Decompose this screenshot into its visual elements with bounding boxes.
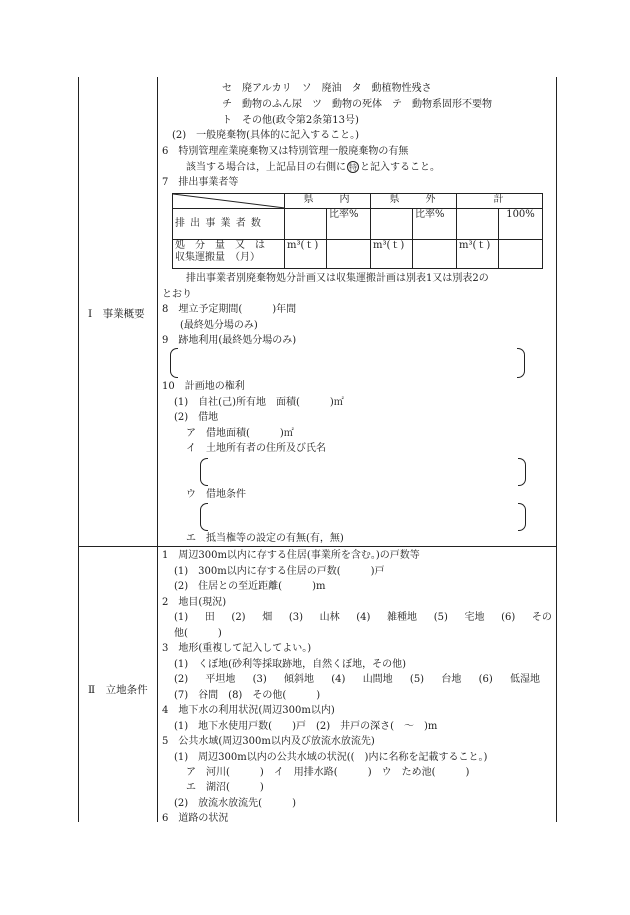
own-land: (1) 自社(己)所有地 面積( )㎡	[174, 397, 344, 408]
lease: (2) 借地	[174, 412, 219, 423]
s2-item-5: 5 公共水域(周辺300m以内及び放流水放流先)	[162, 736, 375, 747]
column-divider	[157, 77, 158, 822]
cell-in-count	[285, 209, 327, 240]
cell-in-ratio: 比率%	[327, 209, 371, 240]
terrain-5-num: (5)	[409, 674, 425, 685]
lease-area: ア 借地面積( )㎡	[186, 428, 294, 439]
s2-item-6: 6 道路の状況	[162, 813, 229, 824]
owner-bracket-right	[518, 458, 526, 486]
land-cat-3-num: (3)	[288, 612, 304, 623]
land-cat-5-num: (5)	[433, 612, 448, 623]
row-emitter-count: 排 出 事 業 者 数	[173, 209, 285, 240]
cell-total-count	[457, 209, 499, 240]
item-7: 7 排出事業者等	[162, 177, 239, 188]
cell-in-blank	[327, 240, 371, 269]
waste-row-1: セ 廃アルカリ ソ 廃油 タ 動植物性残さ	[222, 83, 432, 94]
public-water-1b: エ 湖沼( )	[186, 782, 264, 793]
plan-note-b: とおり	[162, 289, 192, 300]
terrain-row-2	[174, 674, 540, 686]
terrain-4-num: (4)	[331, 674, 346, 685]
cell-out-blank	[413, 240, 457, 269]
terrain-2: 平坦地	[205, 674, 236, 685]
land-cat-5: 宅地	[464, 612, 485, 623]
item-10: 10 計画地の権利	[162, 381, 245, 392]
item-6-note	[186, 161, 440, 174]
s2-item-1-1: (1) 300m以内に存する住居の戸数( )戸	[174, 566, 385, 577]
conditions-bracket-right	[518, 503, 526, 531]
cell-out-ratio: 比率%	[413, 209, 457, 240]
mortgage: エ 抵当権等の設定の有無(有，無)	[186, 533, 344, 544]
land-category-row	[174, 612, 552, 624]
item-6: 6 特別管理産業廃棄物又は特別管理一般廃棄物の有無	[162, 146, 409, 157]
owner-bracket-left	[200, 458, 208, 486]
section-divider	[78, 546, 557, 547]
land-cat-6: その	[531, 612, 552, 623]
terrain-4: 山間地	[362, 674, 393, 685]
conditions-bracket-left	[200, 503, 208, 531]
land-cat-3: 山林	[319, 612, 340, 623]
row-disposal-label-a: 処 分 量 又 は	[175, 240, 265, 251]
col-prefecture-in: 県 内	[285, 194, 371, 209]
row-disposal-label-b: 収集運搬量 （月）	[175, 252, 260, 263]
item-6-note-b: と記入すること。	[360, 162, 440, 173]
terrain-3: 傾斜地	[284, 674, 315, 685]
land-cat-1-num: (1)	[174, 612, 189, 623]
land-cat-2: 畑	[262, 612, 273, 623]
row-disposal-amount	[173, 240, 285, 269]
waste-row-3: ト その他(政令第2条第13号)	[222, 115, 359, 126]
item-8: 8 埋立予定期間( )年間	[162, 304, 297, 315]
terrain-6-num: (6)	[478, 674, 493, 685]
item-6-note-a: 該当する場合は，上記品目の右側に	[186, 162, 346, 173]
item-8-note: (最終処分場のみ)	[180, 320, 258, 331]
cell-total-ratio: 100%	[499, 209, 543, 240]
s2-item-2: 2 地目(現況)	[162, 597, 227, 608]
cell-total-amount: m³(ｔ)	[457, 240, 499, 269]
terrain-3-num: (3)	[252, 674, 267, 685]
land-owner: イ 土地所有者の住所及び氏名	[186, 443, 326, 454]
public-water-2: (2) 放流水放流先( )	[174, 798, 296, 809]
land-cat-2-num: (2)	[231, 612, 246, 623]
public-water-1a: ア 河川( ) イ 用排水路( ) ウ ため池( )	[186, 767, 470, 778]
table-corner	[173, 194, 285, 209]
item-9: 9 跡地利用(最終処分場のみ)	[162, 335, 297, 346]
terrain-3-row: (7) 谷間 (8) その他( )	[174, 690, 321, 701]
s2-item-3: 3 地形(重複して記入してよい。)	[162, 643, 312, 654]
col-total: 計	[457, 194, 543, 209]
cell-out-count	[371, 209, 413, 240]
land-cat-4-num: (4)	[356, 612, 371, 623]
emitter-table	[172, 193, 543, 269]
plan-note-a: 排出事業者別廃棄物処分計画又は収集運搬計画は別表1又は別表2の	[186, 273, 489, 284]
special-mark-circle: 特	[349, 163, 357, 172]
cell-out-amount: m³(ｔ)	[371, 240, 413, 269]
right-border	[556, 77, 557, 822]
s2-item-1: 1 周辺300m以内に存する住居(事業所を含む。)の戸数等	[162, 550, 420, 561]
general-waste: (2) 一般廃棄物(具体的に記入すること。)	[172, 130, 359, 141]
land-cat-4: 雑種地	[387, 612, 418, 623]
land-cat-1: 田	[204, 612, 215, 623]
terrain-5: 台地	[441, 674, 462, 685]
public-water-1: (1) 周辺300m以内の公共水域の状況(( )内に名称を記載すること。)	[174, 752, 488, 763]
s2-item-4: 4 地下水の利用状況(周辺300m以内)	[162, 705, 335, 716]
terrain-6: 低湿地	[509, 674, 540, 685]
diagonal-line	[173, 194, 285, 208]
lease-conditions: ウ 借地条件	[186, 489, 246, 500]
col-prefecture-out: 県 外	[371, 194, 457, 209]
land-category-tail: 他( )	[174, 628, 222, 639]
left-border	[78, 77, 79, 822]
site-use-bracket-left	[170, 348, 178, 378]
s2-item-1-2: (2) 住居との至近距離( )m	[174, 581, 326, 592]
cell-total-blank	[499, 240, 543, 269]
section1-label: Ⅰ 事業概要	[88, 308, 145, 320]
cell-in-amount: m³(ｔ)	[285, 240, 327, 269]
groundwater: (1) 地下水使用戸数( )戸 (2) 井戸の深さ( ～ )m	[174, 721, 438, 732]
waste-row-2: チ 動物のふん尿 ツ 動物の死体 テ 動物系固形不要物	[222, 99, 492, 110]
land-cat-6-num: (6)	[501, 612, 516, 623]
section2-label: Ⅱ 立地条件	[88, 684, 148, 696]
terrain-1: (1) くぼ地(砂利等採取跡地，自然くぼ地，その他)	[174, 659, 406, 670]
site-use-bracket-right	[517, 348, 525, 378]
terrain-2-num: (2)	[174, 674, 189, 685]
